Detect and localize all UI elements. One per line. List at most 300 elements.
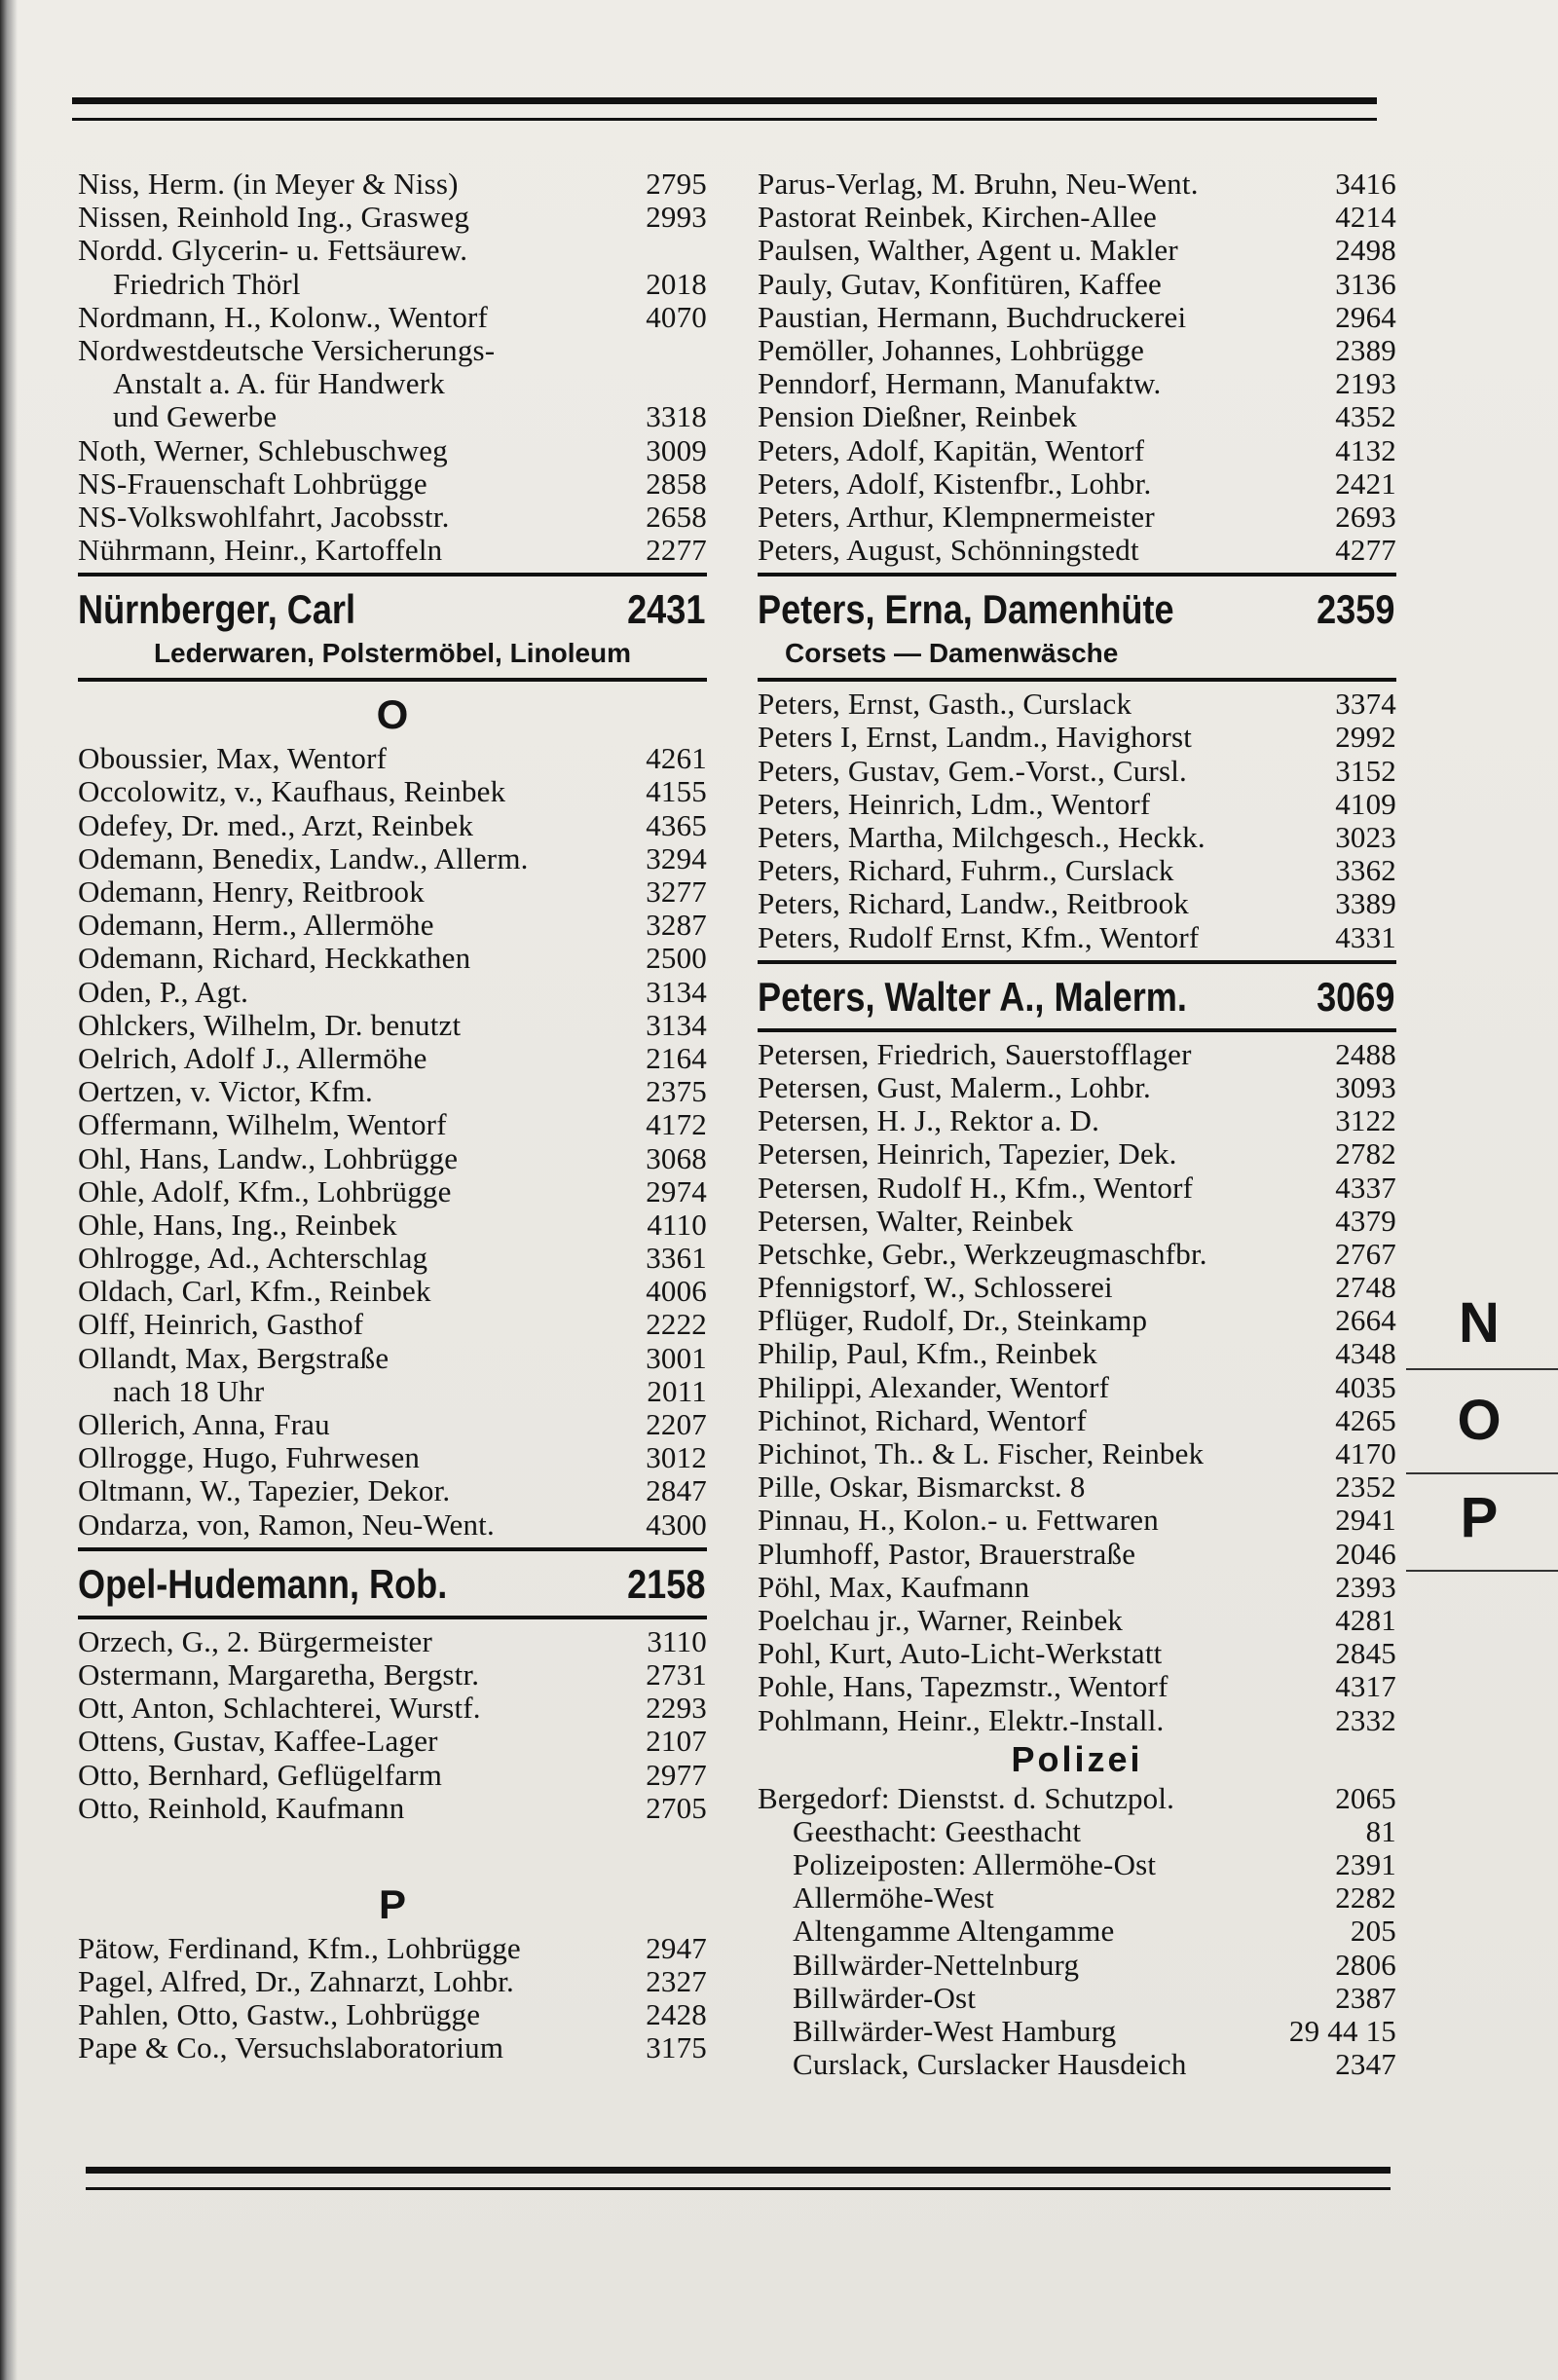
entry-phone-number: 2964 [1335, 299, 1396, 334]
entry-phone-number: 2018 [646, 266, 707, 301]
entry-phone-number: 2947 [646, 1930, 707, 1965]
directory-entry [78, 1725, 707, 1758]
entry-name: Ollrogge, Hugo, Fuhrwesen [78, 1441, 421, 1475]
directory-entry [758, 201, 1396, 234]
entry-name: Peters, Adolf, Kapitän, Wentorf [758, 433, 1145, 467]
entry-name: Billwärder-West Hamburg [793, 2015, 1117, 2048]
entry-name: Philip, Paul, Kfm., Reinbek [758, 1337, 1097, 1371]
page-edge-shadow [0, 0, 18, 2380]
section-title-polizei: Polizei [1011, 1738, 1143, 1779]
divider [78, 1616, 707, 1619]
entry-phone-number: 4109 [1335, 786, 1396, 821]
entry-phone-number: 3152 [1335, 753, 1396, 788]
list-o-entries [78, 742, 707, 1542]
entry-name: Pauly, Gutav, Konfitüren, Kaffee [758, 267, 1163, 301]
entry-phone-number: 3277 [646, 874, 707, 909]
directory-entry [758, 1815, 1396, 1848]
directory-entry [78, 434, 707, 467]
entry-name: Peters, Arthur, Klempnermeister [758, 500, 1155, 534]
entry-name: Ollerich, Anna, Frau [78, 1408, 330, 1441]
entry-phone-number: 4281 [1335, 1602, 1396, 1637]
directory-entry [758, 1915, 1396, 1948]
entry-name: Odefey, Dr. med., Arzt, Reinbek [78, 808, 474, 842]
entry-name: Otto, Bernhard, Geflügelfarm [78, 1758, 443, 1792]
entry-name: Pfennigstorf, W., Schlosserei [758, 1271, 1113, 1305]
entry-phone-number: 2806 [1335, 1947, 1396, 1982]
entry-name: Pape & Co., Versuchslaboratorium [78, 2031, 504, 2065]
entry-name: Pohle, Hans, Tapezmstr., Wentorf [758, 1670, 1168, 1704]
entry-name: Penndorf, Hermann, Manufaktw. [758, 367, 1162, 401]
directory-entry [78, 1965, 707, 1998]
entry-name: Ott, Anton, Schlachterei, Wurstf. [78, 1692, 481, 1726]
entry-phone-number: 2011 [647, 1373, 707, 1408]
entry-name: Nührmann, Heinr., Kartoffeln [78, 534, 443, 568]
directory-entry [78, 875, 707, 909]
directory-entry [78, 1474, 707, 1507]
entry-name: Billwärder-Ost [793, 1981, 977, 2015]
entry-phone-number: 3389 [1335, 886, 1396, 921]
directory-entry [758, 1782, 1396, 1815]
directory-entry [78, 1009, 707, 1042]
entry-phone-number: 4110 [647, 1207, 707, 1242]
directory-entry [758, 1171, 1396, 1205]
entry-phone-number: 2992 [1335, 720, 1396, 755]
entry-phone-number: 3122 [1335, 1103, 1396, 1138]
directory-entry [78, 1175, 707, 1209]
entry-phone-number: 3001 [646, 1340, 707, 1375]
directory-entry [78, 301, 707, 334]
entry-name: Polizeiposten: Allermöhe-Ost [793, 1848, 1157, 1882]
entry-name: Friedrich Thörl [113, 267, 301, 301]
directory-entry [758, 1704, 1396, 1737]
directory-entry [78, 1342, 707, 1375]
directory-entry [758, 1504, 1396, 1537]
thumb-tab-p[interactable]: P [1460, 1486, 1499, 1549]
thumb-tab-n[interactable]: N [1459, 1291, 1500, 1355]
directory-entry [78, 268, 707, 301]
entry-name: Pinnau, H., Kolon.- u. Fettwaren [758, 1504, 1159, 1538]
entry-phone-number: 2046 [1335, 1536, 1396, 1571]
entry-name: Altengamme Altengamme [793, 1915, 1115, 1949]
entry-name: Curslack, Curslacker Hausdeich [793, 2048, 1187, 2082]
directory-entry [758, 1371, 1396, 1404]
entry-name: Oden, P., Agt. [78, 975, 249, 1009]
entry-phone-number: 4170 [1335, 1436, 1396, 1470]
entry-name: NS-Frauenschaft Lohbrügge [78, 466, 427, 501]
divider [78, 1547, 707, 1551]
entry-phone-number: 2428 [646, 1997, 707, 2032]
entry-name: Geesthacht: Geesthacht [793, 1814, 1082, 1848]
directory-entry [758, 1238, 1396, 1271]
entry-name: Odemann, Richard, Heckkathen [78, 942, 471, 976]
divider [758, 960, 1396, 964]
entry-phone-number: 4331 [1335, 919, 1396, 954]
directory-entry [758, 1848, 1396, 1881]
directory-entry [78, 1441, 707, 1474]
entry-phone-number: 4155 [646, 774, 707, 809]
entry-name: Peters, Richard, Fuhrm., Curslack [758, 854, 1174, 888]
entry-phone-number: 4348 [1335, 1336, 1396, 1371]
directory-entry [758, 1949, 1396, 1982]
entry-name: Parus-Verlag, M. Bruhn, Neu-Went. [758, 167, 1199, 201]
entry-name: Paulsen, Walther, Agent u. Makler [758, 234, 1178, 268]
entry-phone-number: 2107 [646, 1724, 707, 1759]
ad-nuernberger [78, 582, 707, 672]
entry-phone-number: 2347 [1335, 2047, 1396, 2082]
entry-phone-number: 2332 [1335, 1702, 1396, 1737]
entry-name: Noth, Werner, Schlebuschweg [78, 433, 448, 467]
directory-entry [78, 1932, 707, 1965]
directory-entry [78, 942, 707, 975]
entry-name: Peters, Richard, Landw., Reitbrook [758, 887, 1189, 921]
entry-phone-number: 2207 [646, 1407, 707, 1441]
entry-name: Oelrich, Adolf J., Allermöhe [78, 1041, 427, 1075]
entry-phone-number: 3362 [1335, 853, 1396, 888]
section-letter-o: O [376, 691, 409, 738]
directory-entry [78, 1792, 707, 1825]
entry-name: Ohle, Adolf, Kfm., Lohbrügge [78, 1174, 452, 1209]
entry-name: Peters, Rudolf Ernst, Kfm., Wentorf [758, 920, 1200, 954]
directory-entry [78, 909, 707, 942]
entry-phone-number: 205 [1350, 1914, 1396, 1949]
entry-phone-number: 2393 [1335, 1569, 1396, 1604]
ad-name: Peters, Erna, Damenhüte [758, 586, 1174, 633]
entry-phone-number: 3318 [646, 399, 707, 434]
entry-phone-number: 4132 [1335, 432, 1396, 467]
entry-phone-number: 2500 [646, 941, 707, 976]
entry-phone-number: 4379 [1335, 1203, 1396, 1238]
entry-name: Peters, Gustav, Gem.-Vorst., Cursl. [758, 754, 1187, 788]
entry-name: Nordmann, H., Kolonw., Wentorf [78, 300, 489, 334]
entry-phone-number: 3012 [646, 1440, 707, 1475]
entry-name: Ollandt, Max, Bergstraße [78, 1341, 390, 1375]
entry-phone-number: 2658 [646, 499, 707, 534]
directory-entry [758, 268, 1396, 301]
entry-name: NS-Volkswohlfahrt, Jacobsstr. [78, 500, 450, 534]
directory-entry [758, 534, 1396, 567]
entry-name: Pichinot, Th.. & L. Fischer, Reinbek [758, 1437, 1205, 1470]
entry-phone-number: 3175 [646, 2030, 707, 2065]
left-column [78, 167, 707, 2065]
list-p-entries [78, 1932, 707, 2065]
directory-entry [758, 1137, 1396, 1171]
entry-name: Odemann, Herm., Allermöhe [78, 909, 434, 943]
directory-entry [78, 367, 707, 400]
entry-name: Orzech, G., 2. Bürgermeister [78, 1624, 432, 1658]
directory-entry [758, 501, 1396, 534]
entry-name: Pätow, Ferdinand, Kfm., Lohbrügge [78, 1931, 521, 1965]
entry-phone-number: 4214 [1335, 200, 1396, 235]
entry-phone-number: 2858 [646, 465, 707, 501]
entry-name: Nordwestdeutsche Versicherungs- [78, 333, 496, 367]
entry-name: Pichinot, Richard, Wentorf [758, 1403, 1087, 1437]
entry-name: Peters, Martha, Milchgesch., Heckk. [758, 821, 1206, 854]
list-petersen-entries [758, 1038, 1396, 1737]
entry-name: Peters, Ernst, Gasth., Curslack [758, 688, 1132, 722]
entry-phone-number: 2795 [646, 167, 707, 201]
entry-name: Niss, Herm. (in Meyer & Niss) [78, 167, 459, 201]
entry-name: Bergedorf: Dienstst. d. Schutzpol. [758, 1781, 1175, 1815]
entry-name: Ohlrogge, Ad., Achterschlag [78, 1242, 428, 1276]
divider [758, 1028, 1396, 1032]
entry-phone-number: 3416 [1335, 167, 1396, 201]
entry-phone-number: 2993 [646, 200, 707, 235]
directory-entry [758, 1982, 1396, 2015]
entry-name: Oertzen, v. Victor, Kfm. [78, 1075, 373, 1109]
directory-entry [758, 1271, 1396, 1304]
entry-name: Peters I, Ernst, Landm., Havighorst [758, 721, 1193, 755]
entry-phone-number: 2847 [646, 1473, 707, 1508]
directory-entry [78, 1308, 707, 1341]
directory-entry [758, 1304, 1396, 1337]
directory-entry [758, 854, 1396, 887]
entry-name: Offermann, Wilhelm, Wentorf [78, 1108, 447, 1142]
directory-entry [78, 2031, 707, 2064]
entry-name: Peters, Heinrich, Ldm., Wentorf [758, 787, 1151, 821]
directory-entry [758, 788, 1396, 821]
entry-phone-number: 2845 [1335, 1636, 1396, 1671]
directory-entry [758, 2015, 1396, 2048]
ad-name: Peters, Walter A., Malerm. [758, 973, 1187, 1020]
entry-phone-number: 2282 [1335, 1880, 1396, 1915]
ad-number: 2158 [627, 1560, 706, 1607]
entry-phone-number: 2352 [1335, 1469, 1396, 1505]
directory-entry [78, 1658, 707, 1692]
directory-entry [758, 688, 1396, 721]
ad-peters-walter [758, 970, 1396, 1023]
top-double-rule [72, 97, 1377, 121]
directory-entry [78, 1242, 707, 1275]
entry-phone-number: 3068 [646, 1140, 707, 1175]
directory-entry [758, 721, 1396, 754]
ad-name: Nürnberger, Carl [78, 586, 356, 633]
entry-phone-number: 4035 [1335, 1369, 1396, 1404]
directory-entry [758, 821, 1396, 854]
entry-name: Poelchau jr., Warner, Reinbek [758, 1603, 1124, 1637]
directory-entry [758, 1038, 1396, 1071]
tab-divider [1406, 1570, 1558, 1572]
entry-phone-number: 4261 [646, 741, 707, 776]
directory-entry [78, 201, 707, 234]
entry-name: Philippi, Alexander, Wentorf [758, 1370, 1110, 1404]
list-peters-entries [758, 688, 1396, 954]
directory-entry [758, 755, 1396, 788]
entry-phone-number: 2375 [646, 1074, 707, 1109]
directory-entry [758, 1404, 1396, 1437]
directory-entry [758, 1205, 1396, 1238]
directory-entry [78, 1108, 707, 1141]
entry-name: Peters, Adolf, Kistenfbr., Lohbr. [758, 466, 1152, 501]
entry-phone-number: 3110 [647, 1623, 707, 1658]
divider [78, 678, 707, 682]
entry-name: Petersen, Friedrich, Sauerstofflager [758, 1037, 1192, 1071]
entry-name: Plumhoff, Pastor, Brauerstraße [758, 1537, 1136, 1571]
entry-phone-number: 2693 [1335, 499, 1396, 534]
directory-entry [758, 1881, 1396, 1915]
directory-entry [758, 434, 1396, 467]
entry-name: Ottens, Gustav, Kaffee-Lager [78, 1725, 438, 1759]
entry-phone-number: 4070 [646, 299, 707, 334]
entry-phone-number: 3136 [1335, 266, 1396, 301]
entry-phone-number: 2421 [1335, 465, 1396, 501]
entry-name: Odemann, Benedix, Landw., Allerm. [78, 841, 529, 875]
directory-entry [758, 334, 1396, 367]
entry-name: Pagel, Alfred, Dr., Zahnarzt, Lohbr. [78, 1965, 514, 1999]
directory-entry [758, 1670, 1396, 1703]
directory-entry [78, 1998, 707, 2031]
entry-name: Ohl, Hans, Landw., Lohbrügge [78, 1141, 459, 1175]
directory-entry [758, 467, 1396, 501]
directory-entry [78, 334, 707, 367]
entry-phone-number: 3287 [646, 908, 707, 943]
directory-entry [78, 1075, 707, 1108]
directory-entry [758, 921, 1396, 954]
entry-name: Nordd. Glycerin- u. Fettsäurew. [78, 234, 468, 268]
entry-phone-number: 4317 [1335, 1669, 1396, 1704]
entry-name: Pohlmann, Heinr., Elektr.-Install. [758, 1703, 1165, 1737]
entry-phone-number: 2941 [1335, 1503, 1396, 1538]
ad-number: 3069 [1317, 973, 1395, 1020]
entry-name: Pohl, Kurt, Auto-Licht-Werkstatt [758, 1637, 1163, 1671]
list-o2-entries [78, 1625, 707, 1825]
directory-entry [758, 1538, 1396, 1571]
tab-divider [1406, 1368, 1558, 1370]
ad-subtitle: Lederwaren, Polstermöbel, Linoleum [153, 638, 632, 669]
entry-name: Petersen, H. J., Rektor a. D. [758, 1104, 1100, 1138]
directory-entry [78, 400, 707, 433]
entry-phone-number: 2164 [646, 1040, 707, 1075]
entry-phone-number: 2488 [1335, 1036, 1396, 1071]
entry-phone-number: 29 44 15 [1288, 2014, 1396, 2048]
directory-entry [78, 809, 707, 842]
entry-phone-number: 4006 [646, 1274, 707, 1309]
entry-phone-number: 2222 [646, 1307, 707, 1342]
directory-entry [78, 1759, 707, 1792]
divider [758, 573, 1396, 576]
directory-entry [758, 1437, 1396, 1470]
entry-name: Paustian, Hermann, Buchdruckerei [758, 300, 1187, 334]
entry-phone-number: 3361 [646, 1241, 707, 1276]
directory-entry [758, 1637, 1396, 1670]
directory-entry [78, 534, 707, 567]
entry-name: Occolowitz, v., Kaufhaus, Reinbek [78, 775, 506, 809]
entry-phone-number: 4277 [1335, 533, 1396, 568]
list-n-entries [78, 167, 707, 567]
entry-phone-number: 3093 [1335, 1069, 1396, 1104]
entry-name: Oldach, Carl, Kfm., Reinbek [78, 1275, 431, 1309]
list-p-entries-top [758, 167, 1396, 567]
entry-name: Petschke, Gebr., Werkzeugmaschfbr. [758, 1237, 1207, 1271]
directory-entry [758, 1604, 1396, 1637]
entry-phone-number: 2705 [646, 1790, 707, 1825]
entry-name: Pflüger, Rudolf, Dr., Steinkamp [758, 1304, 1148, 1338]
directory-entry [78, 775, 707, 808]
directory-entry [78, 1692, 707, 1725]
directory-entry [758, 887, 1396, 920]
entry-phone-number: 2767 [1335, 1236, 1396, 1271]
directory-entry [78, 1375, 707, 1408]
entry-phone-number: 3023 [1335, 820, 1396, 854]
entry-name: Petersen, Gust, Malerm., Lohbr. [758, 1070, 1151, 1104]
section-letter-p: P [378, 1880, 406, 1927]
entry-phone-number: 2498 [1335, 233, 1396, 268]
entry-phone-number: 2782 [1335, 1136, 1396, 1171]
entry-name: Pahlen, Otto, Gastw., Lohbrügge [78, 1998, 481, 2032]
entry-name: Anstalt a. A. für Handwerk [113, 367, 445, 401]
directory-entry [758, 234, 1396, 267]
thumb-tab-o[interactable]: O [1457, 1389, 1502, 1452]
directory-entry [78, 501, 707, 534]
entry-phone-number: 2327 [646, 1964, 707, 1999]
entry-name: Olff, Heinrich, Gasthof [78, 1308, 364, 1342]
entry-phone-number: 2748 [1335, 1270, 1396, 1305]
entry-phone-number: 3009 [646, 432, 707, 467]
entry-name: und Gewerbe [113, 400, 278, 434]
directory-entry [758, 167, 1396, 201]
entry-name: Ohle, Hans, Ing., Reinbek [78, 1208, 397, 1242]
ad-number: 2359 [1317, 586, 1395, 633]
entry-phone-number: 2277 [646, 533, 707, 568]
entry-phone-number: 4172 [646, 1107, 707, 1142]
directory-entry [758, 367, 1396, 400]
entry-name: Pemöller, Johannes, Lohbrügge [758, 333, 1145, 367]
entry-phone-number: 3294 [646, 840, 707, 875]
directory-entry [758, 400, 1396, 433]
divider [78, 573, 707, 576]
ad-peters-erna [758, 582, 1396, 672]
entry-name: Peters, August, Schönningstedt [758, 534, 1139, 568]
ad-name: Opel-Hudemann, Rob. [78, 1560, 448, 1607]
entry-phone-number: 2391 [1335, 1847, 1396, 1882]
bottom-double-rule [86, 2167, 1391, 2190]
entry-name: Petersen, Walter, Reinbek [758, 1204, 1074, 1238]
directory-entry [758, 1470, 1396, 1504]
entry-phone-number: 4365 [646, 807, 707, 842]
entry-phone-number: 81 [1365, 1813, 1396, 1848]
entry-name: Allermöhe-West [793, 1881, 994, 1915]
entry-phone-number: 2193 [1335, 366, 1396, 401]
directory-entry [758, 1571, 1396, 1604]
entry-phone-number: 2065 [1335, 1780, 1396, 1815]
tab-divider [1406, 1472, 1558, 1474]
entry-name: Pension Dießner, Reinbek [758, 400, 1078, 434]
entry-phone-number: 3374 [1335, 687, 1396, 722]
directory-entry [78, 234, 707, 267]
entry-name: Ostermann, Margaretha, Bergstr. [78, 1657, 480, 1692]
directory-entry [78, 1142, 707, 1175]
directory-entry [78, 1209, 707, 1242]
entry-phone-number: 4265 [1335, 1402, 1396, 1437]
divider [758, 678, 1396, 682]
entry-name: Pastorat Reinbek, Kirchen-Allee [758, 201, 1157, 235]
entry-phone-number: 2664 [1335, 1303, 1396, 1338]
directory-entry [78, 1625, 707, 1658]
entry-name: Oltmann, W., Tapezier, Dekor. [78, 1474, 451, 1508]
entry-phone-number: 4337 [1335, 1170, 1396, 1205]
directory-entry [78, 1408, 707, 1441]
entry-name: Oboussier, Max, Wentorf [78, 742, 388, 776]
directory-entry [78, 842, 707, 875]
directory-entry [758, 1071, 1396, 1104]
directory-entry [78, 467, 707, 501]
directory-entry [78, 976, 707, 1009]
directory-entry [78, 742, 707, 775]
entry-phone-number: 3134 [646, 974, 707, 1009]
entry-name: Petersen, Heinrich, Tapezier, Dek. [758, 1137, 1177, 1171]
directory-entry [758, 301, 1396, 334]
ad-opel [78, 1557, 707, 1610]
directory-entry [78, 167, 707, 201]
